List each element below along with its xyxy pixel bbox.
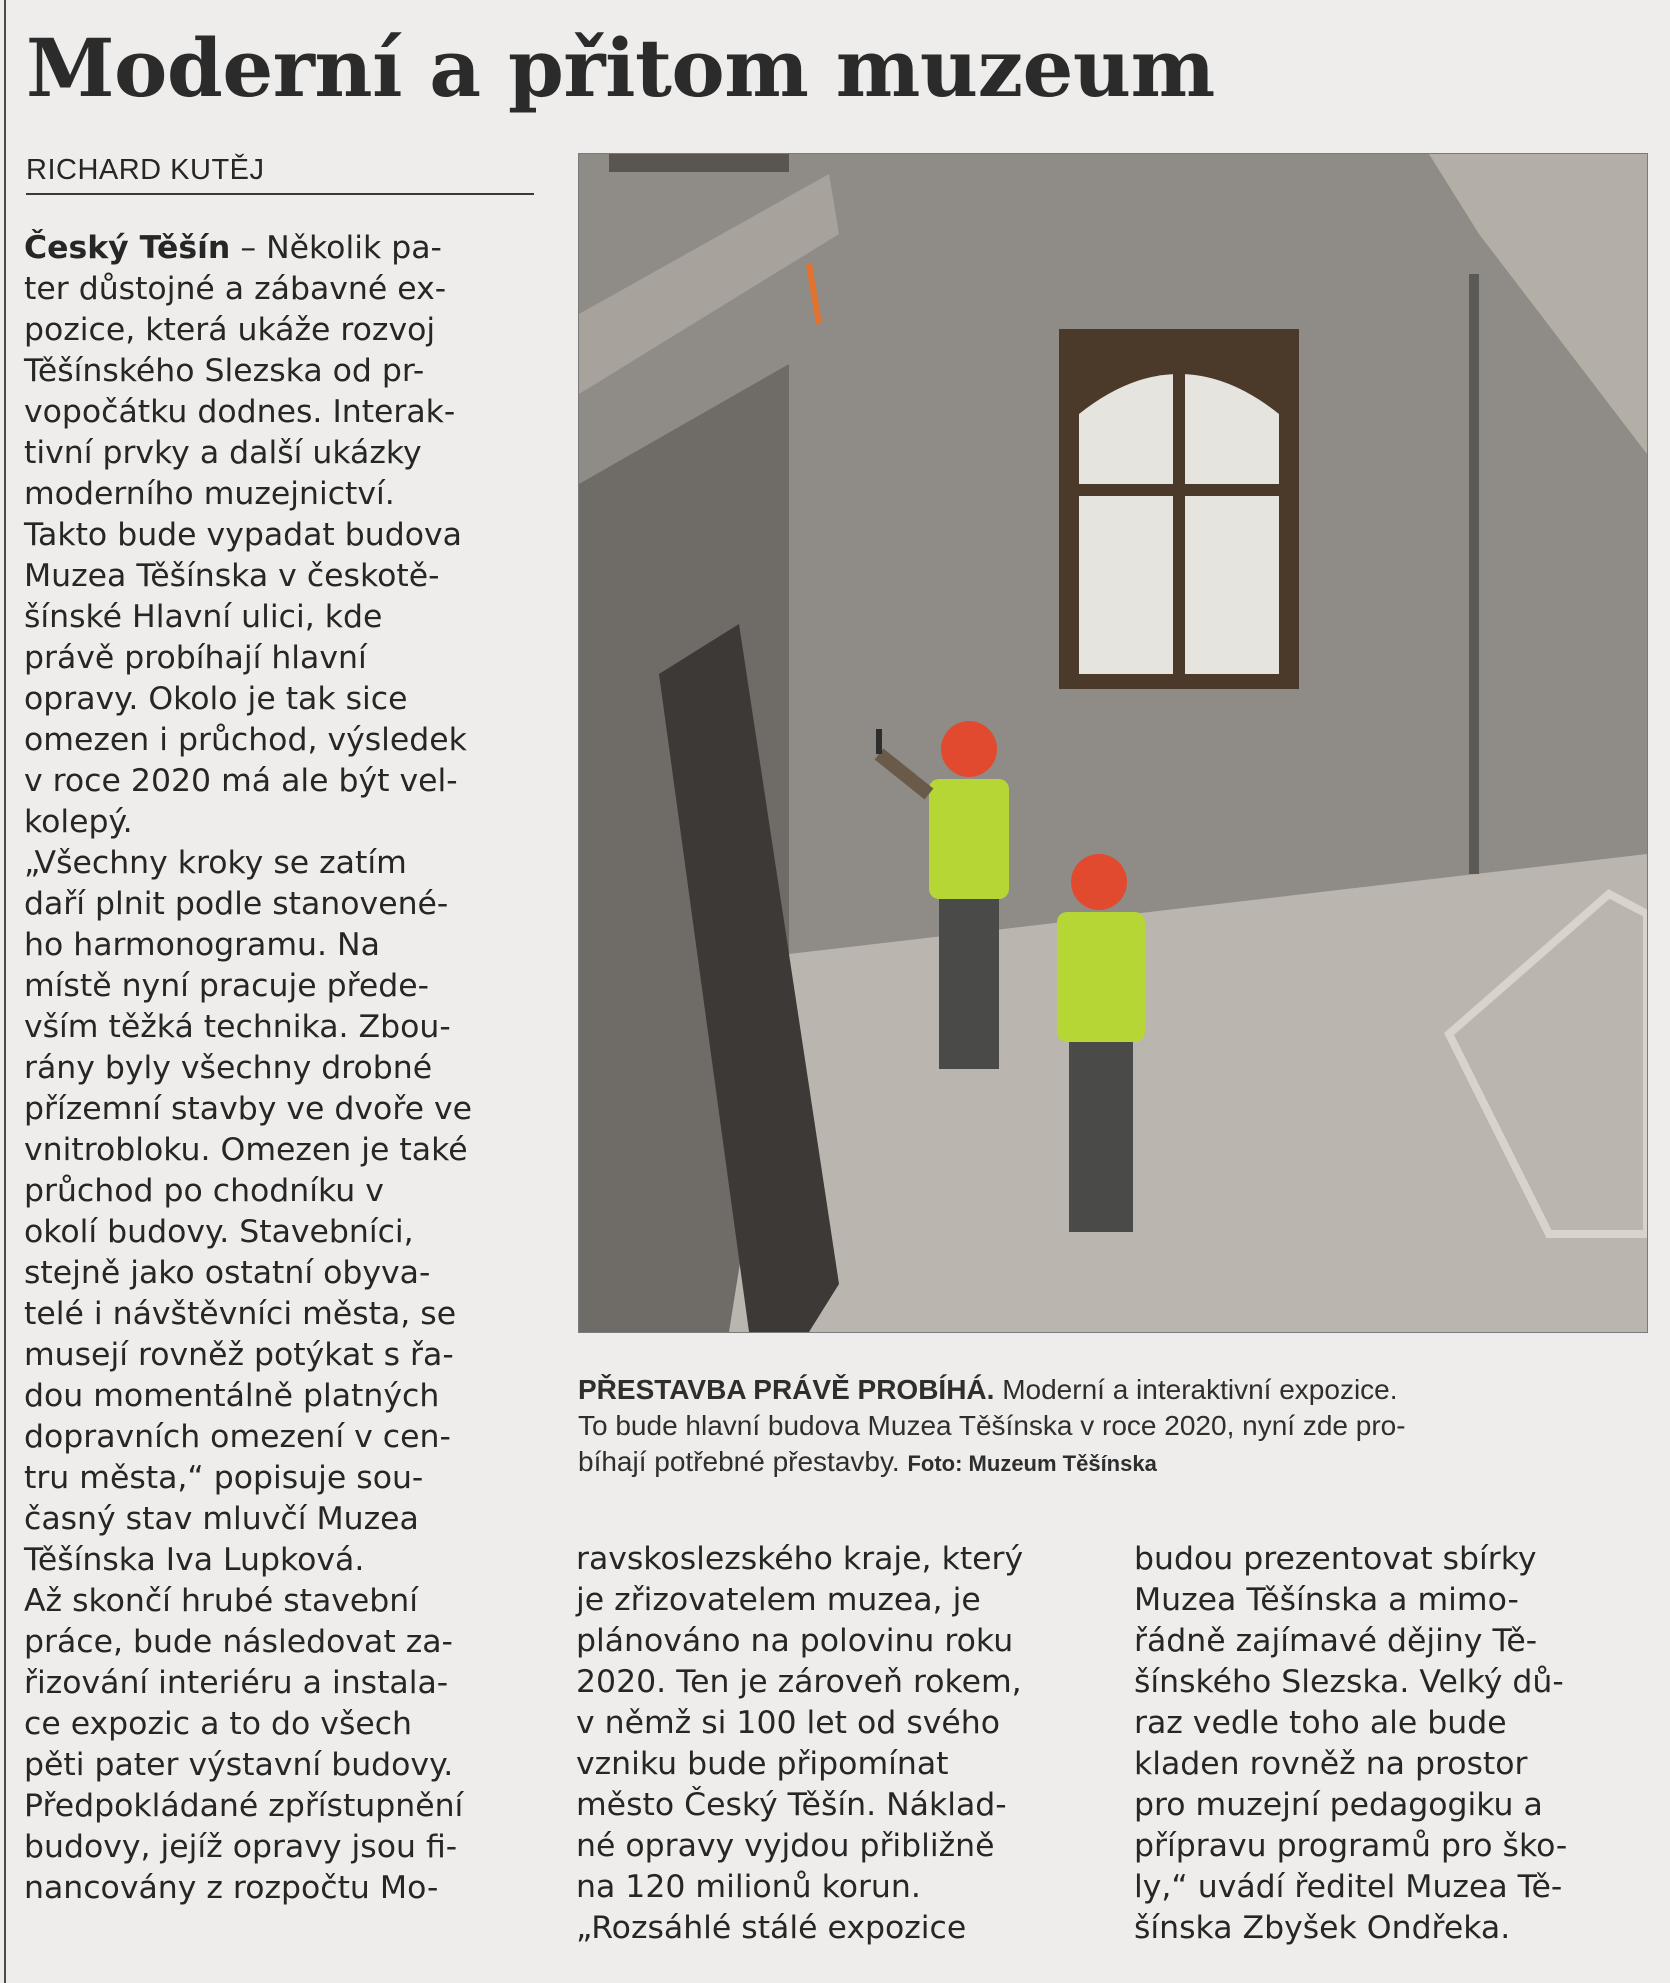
text-line: né opravy vyjdou přibližně (576, 1828, 995, 1864)
text-line: právě probíhají hlavní (24, 640, 367, 676)
article-column-1 (24, 228, 529, 1909)
article-column-2 (576, 1539, 1096, 1949)
text-line: omezen i průchod, výsledek (24, 722, 467, 758)
article-byline: RICHARD KUTĚJ (26, 150, 534, 195)
text-line: práce, bude následovat za- (24, 1624, 453, 1660)
worker-1-helmet (941, 721, 997, 777)
text-line: stejně jako ostatní obyva- (24, 1255, 431, 1291)
text-line: ravskoslezského kraje, který (576, 1541, 1024, 1577)
worker-1-vest (929, 779, 1009, 899)
text-line: přípravu programů pro ško- (1134, 1828, 1568, 1864)
text-line: Muzea Těšínska v českotě- (24, 558, 440, 594)
text-line: Předpokládané zpřístupnění (24, 1788, 464, 1824)
text-line: vopočátku dodnes. Interak- (24, 394, 456, 430)
text-line: město Český Těšín. Náklad- (576, 1787, 1007, 1823)
text-line: moderního muzejnictví. (24, 476, 395, 512)
text-line: průchod po chodníku v (24, 1173, 384, 1209)
caption-title: PŘESTAVBA PRÁVĚ PROBÍHÁ. (578, 1374, 995, 1405)
photo-window-mullion (1173, 364, 1185, 674)
worker-1-legs (939, 899, 999, 1069)
text-line: dou momentálně platných (24, 1378, 440, 1414)
text-line: kladen rovněž na prostor (1134, 1746, 1528, 1782)
text-line: Těšínského Slezska od pr- (24, 353, 425, 389)
text-line: přízemní stavby ve dvoře ve (24, 1091, 472, 1127)
text-line: telé i návštěvníci města, se (24, 1296, 457, 1332)
article-headline: Moderní a přitom muzeum (26, 21, 1215, 115)
text-line: opravy. Okolo je tak sice (24, 681, 408, 717)
text-line: kolepý. (24, 804, 133, 840)
photo-top-beam (609, 154, 789, 172)
worker-2-vest (1057, 912, 1145, 1042)
text-line: raz vedle toho ale bude (1134, 1705, 1507, 1741)
text-line: daří plnit podle stanovené- (24, 886, 449, 922)
text-line: Muzea Těšínska a mimo- (1134, 1582, 1519, 1618)
worker-2-legs (1069, 1042, 1133, 1232)
text-line: pěti pater výstavní budovy. (24, 1747, 454, 1783)
text-line: řizování interiéru a instala- (24, 1665, 449, 1701)
text-line: Až skončí hrubé stavební (24, 1583, 419, 1619)
caption-line-1 (578, 1372, 1658, 1408)
first-line-text: – Několik pa- (230, 230, 442, 266)
text-line: ce expozic a to do všech (24, 1706, 413, 1742)
caption-line-2: To bude hlavní budova Muzea Těšínska v roce 2020, nyní zde pro- (578, 1410, 1406, 1441)
text-line: v němž si 100 let od svého (576, 1705, 1000, 1741)
photo-caption (578, 1372, 1658, 1482)
text-line: na 120 milionů korun. (576, 1869, 921, 1905)
text-line: musejí rovněž potýkat s řa- (24, 1337, 454, 1373)
text-line: šínského Slezska. Velký dů- (1134, 1664, 1564, 1700)
photo-scaffold-pole (1469, 274, 1479, 874)
text-line: řádně zajímavé dějiny Tě- (1134, 1623, 1538, 1659)
text-line: „Rozsáhlé stálé expozice (576, 1910, 967, 1946)
text-line: šínské Hlavní ulici, kde (24, 599, 383, 635)
text-line: nancovány z rozpočtu Mo- (24, 1870, 439, 1906)
text-line: vším těžká technika. Zbou- (24, 1009, 451, 1045)
text-line: pozice, která ukáže rozvoj (24, 312, 436, 348)
text-line: dopravních omezení v cen- (24, 1419, 451, 1455)
article-photo (578, 153, 1648, 1333)
caption-text: bíhají potřebné přestavby. (578, 1446, 900, 1477)
text-line: Těšínska Iva Lupková. (24, 1542, 365, 1578)
worker-2-helmet (1071, 854, 1127, 910)
page-left-rule (4, 0, 6, 1983)
text-line: 2020. Ten je zároveň rokem, (576, 1664, 1022, 1700)
text-line: tivní prvky a další ukázky (24, 435, 422, 471)
text-line: ho harmonogramu. Na (24, 927, 380, 963)
text-line: je zřizovatelem muzea, je (576, 1582, 981, 1618)
text-line: vzniku bude připomínat (576, 1746, 949, 1782)
text-line: rány byly všechny drobné (24, 1050, 433, 1086)
caption-text: Moderní a interaktivní expozice. (994, 1374, 1398, 1405)
column-1-first-line (24, 228, 529, 269)
text-line: časný stav mluvčí Muzea (24, 1501, 419, 1537)
text-line: šínska Zbyšek Ondřeka. (1134, 1910, 1511, 1946)
text-line: Takto bude vypadat budova (24, 517, 462, 553)
text-line: ly,“ uvádí ředitel Muzea Tě- (1134, 1869, 1563, 1905)
photo-construction-scene (579, 154, 1647, 1332)
photo-credit: Foto: Muzeum Těšínska (907, 1451, 1157, 1476)
text-line: místě nyní pracuje přede- (24, 968, 429, 1004)
caption-line-3 (578, 1444, 1658, 1482)
text-line: okolí budovy. Stavebníci, (24, 1214, 414, 1250)
text-line: pro muzejní pedagogiku a (1134, 1787, 1543, 1823)
text-line: „Všechny kroky se zatím (24, 845, 407, 881)
text-line: tru města,“ popisuje sou- (24, 1460, 424, 1496)
text-line: plánováno na polovinu roku (576, 1623, 1014, 1659)
article-column-3 (1134, 1539, 1644, 1949)
text-line: budou prezentovat sbírky (1134, 1541, 1537, 1577)
text-line: v roce 2020 má ale být vel- (24, 763, 458, 799)
text-line: vnitrobloku. Omezen je také (24, 1132, 468, 1168)
dateline: Český Těšín (24, 230, 231, 266)
text-line: ter důstojné a zábavné ex- (24, 271, 447, 307)
photo-window-transom (1079, 484, 1279, 496)
text-line: budovy, jejíž opravy jsou fi- (24, 1829, 458, 1865)
